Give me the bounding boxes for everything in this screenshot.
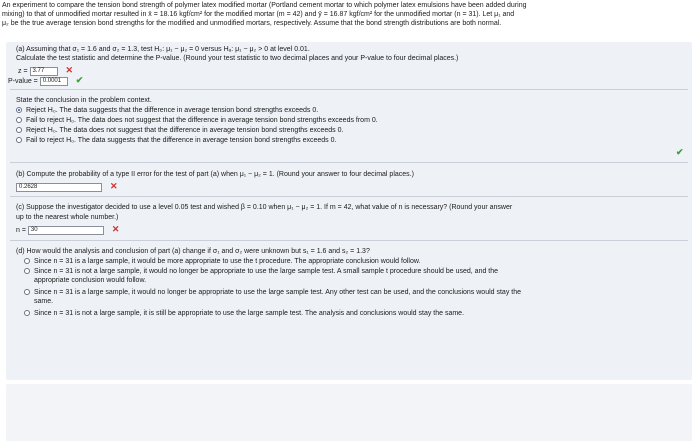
incorrect-x-icon: ✕	[109, 181, 118, 191]
option-text-continued: same.	[34, 298, 54, 305]
intro-line: An experiment to compare the tension bond strength of polymer latex modified mortar (Portland cement mortar to which polymer latex emulsions have been added during	[2, 2, 527, 9]
radio-icon[interactable]	[24, 289, 30, 295]
divider	[10, 240, 688, 241]
option-text: Since n = 31 is not a large sample, it is still be appropriate to use the large sample test. The analysis and conclusions would stay the same.	[34, 310, 465, 317]
p-value-row	[8, 75, 83, 87]
radio-icon[interactable]	[16, 127, 22, 133]
radio-icon[interactable]	[24, 258, 30, 264]
part-b-question: (b) Compute the probability of a type II error for the test of part (a) when μ₁ − μ₂ = 1. (Round your answer to four decimal places.)	[16, 171, 414, 178]
n-input[interactable]: 30	[28, 226, 104, 235]
conclusion-prompt: State the conclusion in the problem context.	[16, 97, 152, 104]
n-label: n =	[16, 227, 26, 234]
correct-check-icon: ✔	[75, 75, 84, 85]
part-b-answer-row	[16, 181, 118, 193]
p-value-input[interactable]: 0.0001	[40, 77, 68, 86]
option-text: Since n = 31 is a large sample, it would no longer be appropriate to use the large sample test. Any other test can be used, and the conclusions would stay the	[34, 289, 521, 296]
z-input[interactable]: 3.77	[30, 67, 58, 76]
conclusion-option[interactable]	[16, 117, 378, 126]
divider	[10, 196, 688, 197]
option-text: Reject H₀. The data suggests that the difference in average tension bond strengths exceeds 0.	[26, 107, 319, 114]
option-text-continued: appropriate conclusion would follow.	[34, 277, 147, 284]
intro-line: μ₂ be the true average tension bond strengths for the modified and unmodified mortars, respectively. Assume that the bond strength distributions are both normal.	[2, 19, 502, 27]
divider	[10, 89, 688, 90]
divider	[10, 162, 688, 163]
conclusion-option[interactable]	[16, 107, 318, 116]
part-c-question: (c) Suppose the investigator decided to use a level 0.05 test and wished β = 0.10 when μ₁ − μ₂ = 1. If m = 42, what value of n is necessary? (Round your answer	[16, 204, 513, 211]
part-a-instruction: Calculate the test statistic and determine the P-value. (Round your test statistic to two decimal places and your P-value to four decimal places.)	[16, 55, 459, 62]
option-text: Fail to reject H₀. The data does not suggest that the difference in average tension bond strengths exceeds from 0.	[26, 117, 378, 124]
lower-panel	[6, 384, 692, 441]
part-d-option[interactable]	[24, 258, 420, 267]
p-value-label: P-value =	[8, 78, 38, 85]
intro-line: mixing) to that of unmodified mortar resulted in x̄ = 18.16 kgf/cm² for the modified mortar (m = 42) and ȳ = 16.87 kgf/cm² for the unmodified mortar (n = 31). Let μ₁ and	[2, 10, 515, 18]
radio-icon[interactable]	[16, 117, 22, 123]
option-text: Since n = 31 is not a large sample, it would no longer be appropriate to use the large sample test. A small sample t procedure should be used, and the	[34, 268, 499, 275]
part-d-question: (d) How would the analysis and conclusion of part (a) change if σ₁ and σ₂ were unknown but s₁ = 1.6 and s₂ = 1.3?	[16, 248, 370, 255]
conclusion-option[interactable]	[16, 137, 336, 146]
problem-intro	[2, 2, 696, 28]
answer-panel	[6, 42, 692, 380]
option-text: Since n = 31 is a large sample, it would be more appropriate to use the t procedure. The appropriate conclusion would follow.	[34, 258, 421, 265]
incorrect-x-icon: ✕	[111, 224, 120, 234]
part-c-question: up to the nearest whole number.)	[16, 214, 119, 221]
radio-icon[interactable]	[24, 310, 30, 316]
option-text: Fail to reject H₀. The data suggests that the difference in average tension bond strengths exceeds 0.	[26, 137, 337, 144]
part-d-option[interactable]	[24, 268, 498, 277]
part-d-option[interactable]	[24, 310, 464, 319]
part-d-option[interactable]	[24, 289, 521, 298]
incorrect-x-icon: ✕	[65, 65, 73, 75]
radio-icon[interactable]	[24, 268, 30, 274]
part-a-question: (a) Assuming that σ₁ = 1.6 and σ₂ = 1.3, test H₀: μ₁ − μ₂ = 0 versus Hₐ: μ₁ − μ₂ > 0 at level 0.01.	[16, 46, 310, 53]
correct-check-icon: ✔	[676, 147, 684, 157]
radio-icon[interactable]	[16, 137, 22, 143]
z-label: z =	[18, 68, 28, 75]
conclusion-option[interactable]	[16, 127, 343, 136]
radio-selected-icon[interactable]	[16, 107, 22, 113]
part-b-input[interactable]: 0.2628	[16, 183, 102, 192]
n-row	[16, 224, 119, 236]
option-text: Reject H₀. The data does not suggest that the difference in average tension bond strengths exceeds 0.	[26, 127, 344, 134]
